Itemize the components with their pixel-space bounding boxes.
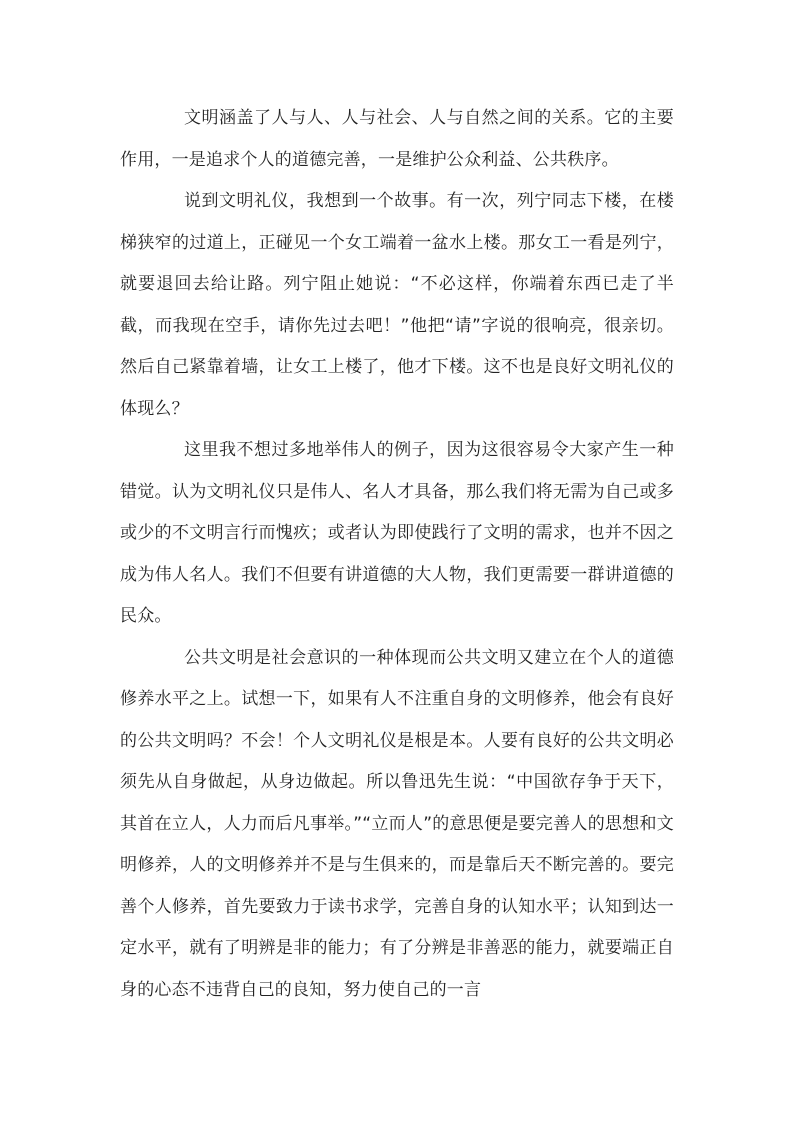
paragraph-3: 这里我不想过多地举伟人的例子，因为这很容易令大家产生一种错觉。认为文明礼仪只是伟人、名人才具备，那么我们将无需为自己或多或少的不文明言行而愧疚；或者认为即使践行了文明的需求，也并不因之成为伟人名人。我们不但要有讲道德的大人物，我们更需要一群讲道德的民众。	[120, 440, 674, 626]
paragraph-1: 文明涵盖了人与人、人与社会、人与自然之间的关系。它的主要作用，一是追求个人的道德完善，一是维护公众利益、公共秩序。	[120, 108, 674, 170]
document-body	[120, 98, 674, 1011]
paragraph-4: 公共文明是社会意识的一种体现而公共文明又建立在个人的道德修养水平之上。试想一下，如果有人不注重自身的文明修养，他会有良好的公共文明吗？不会！个人文明礼仪是根是本。人要有良好的公共文明必须先从自身做起，从身边做起。所以鲁迅先生说：“中国欲存争于天下，其首在立人，人力而后凡事举。”“立而人”的意思便是要完善人的思想和文明修养，人的文明修养并不是与生俱来的，而是靠后天不断完善的。要完善个人修养，首先要致力于读书求学，完善自身的认知水平；认知到达一定水平，就有了明辨是非的能力；有了分辨是非善恶的能力，就要端正自身的心态不违背自己的良知，努力使自己的一言	[120, 647, 674, 1000]
paragraph-2: 说到文明礼仪，我想到一个故事。有一次，列宁同志下楼，在楼梯狭窄的过道上，正碰见一个女工端着一盆水上楼。那女工一看是列宁，就要退回去给让路。列宁阻止她说：“不必这样，你端着东西已走了半截，而我现在空手，请你先过去吧！”他把“请”字说的很响亮，很亲切。然后自己紧靠着墙，让女工上楼了，他才下楼。这不也是良好文明礼仪的体现么？	[120, 191, 674, 419]
